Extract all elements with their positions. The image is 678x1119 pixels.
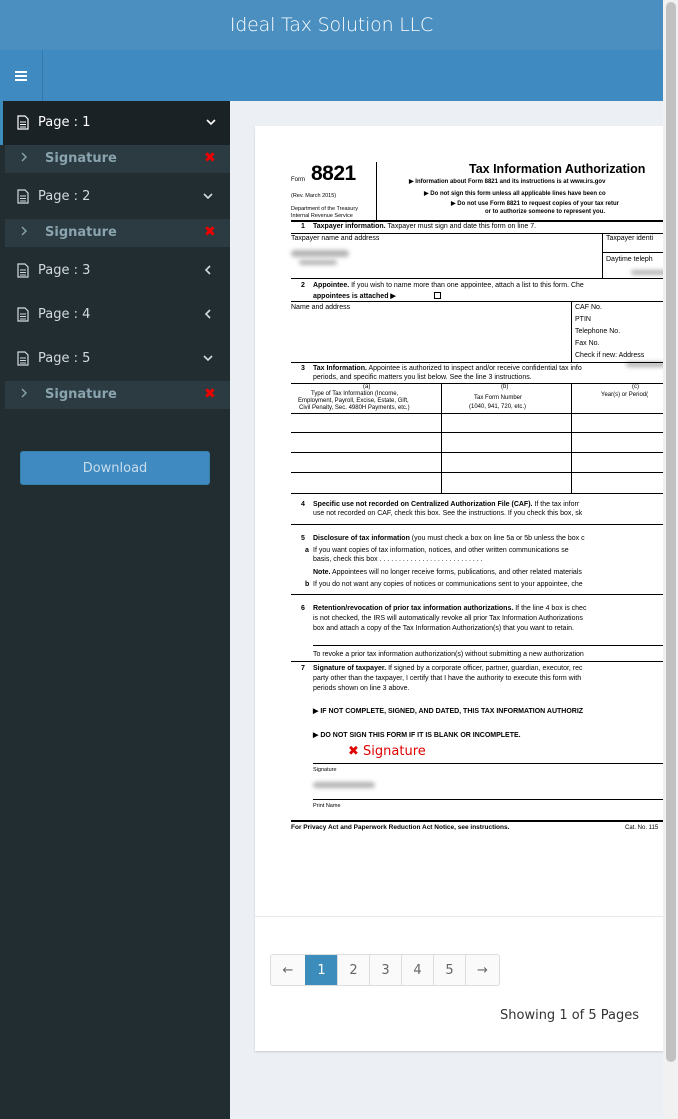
field-label: Signature bbox=[45, 151, 117, 166]
sidebar-item-page-4[interactable] bbox=[0, 293, 230, 337]
fax-label: Fax No. bbox=[575, 340, 600, 347]
info-line-2: ▶ Do not sign this form unless all applicable lines have been co bbox=[424, 191, 606, 197]
field-label: Signature bbox=[45, 225, 117, 240]
taxpayer-name-label: Taxpayer name and address bbox=[291, 235, 380, 242]
line-1-number: 1 bbox=[301, 223, 305, 230]
rule bbox=[291, 594, 675, 595]
dept-line-2: Internal Revenue Service bbox=[291, 213, 353, 219]
sidebar-field-signature-page-2[interactable] bbox=[5, 219, 230, 247]
signature-field-marker[interactable] bbox=[348, 744, 426, 759]
sidebar-item-label: Page : 2 bbox=[38, 189, 91, 204]
line-7-heading: Signature of taxpayer. If signed by a corporate officer, partner, guardian, executor, rec bbox=[313, 665, 583, 672]
close-icon[interactable]: ✖ bbox=[204, 150, 216, 166]
sidebar-field-signature-page-5[interactable] bbox=[5, 381, 230, 409]
chevron-left-icon bbox=[202, 308, 214, 320]
sidebar bbox=[0, 101, 230, 1119]
rule bbox=[291, 472, 675, 473]
chevron-right-icon bbox=[19, 151, 29, 163]
hamburger-icon bbox=[15, 71, 27, 81]
document-viewer bbox=[230, 101, 663, 1119]
card-footer-divider bbox=[255, 916, 675, 917]
sidebar-item-label: Page : 4 bbox=[38, 307, 91, 322]
line-5a-line-2: basis, check this box . . . . . . . . . . . . . . . . . . . . . . . . . . . bbox=[313, 556, 483, 563]
rule bbox=[291, 278, 675, 279]
col-a-line-3: Civil Penalty, Sec. 4980H Payments, etc.) bbox=[299, 405, 410, 411]
chevron-left-icon bbox=[202, 264, 214, 276]
page-button-4[interactable]: 4 bbox=[401, 955, 433, 985]
app-header bbox=[0, 0, 663, 50]
info-line-3: ▶ Do not use Form 8821 to request copies of your tax retur bbox=[451, 201, 619, 207]
page-button-2[interactable]: 2 bbox=[337, 955, 369, 985]
field-label: Signature bbox=[45, 387, 117, 402]
privacy-notice: For Privacy Act and Paperwork Reduction Act Notice, see instructions. bbox=[291, 824, 510, 831]
rule bbox=[291, 413, 675, 414]
close-icon[interactable]: ✖ bbox=[348, 744, 359, 759]
col-c-head: (c) bbox=[632, 384, 639, 390]
line-3-heading: Tax Information. Appointee is authorized to inspect and/or receive confidential tax info bbox=[313, 365, 582, 372]
appointee-name-label: Name and address bbox=[291, 304, 351, 311]
info-line-4: or to authorize someone to represent you. bbox=[485, 209, 606, 215]
line-5a-letter: a bbox=[305, 547, 309, 554]
form-title: Tax Information Authorization bbox=[469, 162, 646, 176]
line-6-line-2: is not checked, the IRS will automatically revoke all prior Tax Information Authorizations bbox=[313, 615, 583, 622]
page-button-1[interactable]: 1 bbox=[305, 955, 337, 985]
line-7-number: 7 bbox=[301, 665, 305, 672]
line-3-number: 3 bbox=[301, 365, 305, 372]
close-icon[interactable]: ✖ bbox=[204, 224, 216, 240]
sidebar-item-page-2[interactable] bbox=[0, 175, 230, 219]
document-page bbox=[255, 126, 675, 916]
line-2-heading: Appointee. If you wish to name more than one appointee, attach a list to this form. Che bbox=[313, 282, 584, 289]
scrollbar-thumb[interactable] bbox=[666, 2, 676, 1062]
rule bbox=[313, 799, 675, 800]
chevron-down-icon bbox=[202, 352, 214, 364]
line-2-attached: appointees is attached ▶ bbox=[313, 293, 396, 300]
line-5-number: 5 bbox=[301, 535, 305, 542]
app-title: Ideal Tax Solution LLC bbox=[229, 14, 434, 36]
page-button-5[interactable]: 5 bbox=[433, 955, 465, 985]
page-status: Showing 1 of 5 Pages bbox=[500, 1008, 640, 1023]
dept-line-1: Department of the Treasury bbox=[291, 206, 358, 212]
chevron-down-icon bbox=[205, 116, 217, 128]
col-b-head: (b) bbox=[501, 384, 509, 390]
chevron-right-icon bbox=[19, 387, 29, 399]
rule bbox=[313, 763, 675, 764]
line-4-heading: Specific use not recorded on Centralized Authorization File (CAF). If the tax inforr bbox=[313, 501, 580, 508]
print-name-label: Print Name bbox=[313, 803, 341, 809]
sidebar-item-page-3[interactable] bbox=[0, 249, 230, 293]
sidebar-field-signature-page-1[interactable] bbox=[5, 145, 230, 173]
close-icon[interactable]: ✖ bbox=[204, 386, 216, 402]
signature-field-label: Signature bbox=[363, 744, 426, 759]
rule bbox=[291, 524, 675, 525]
rule bbox=[291, 820, 675, 822]
taxpayer-id-label: Taxpayer identi bbox=[606, 235, 654, 242]
rule bbox=[313, 645, 675, 646]
info-line-1: ▶ Information about Form 8821 and its instructions is at www.irs.gov bbox=[409, 179, 606, 185]
line-7-line-3: periods shown on line 3 above. bbox=[313, 685, 410, 692]
line-5b-letter: b bbox=[305, 581, 310, 588]
signature-line-label: Signature bbox=[313, 767, 337, 773]
line-1-heading: Taxpayer information. Taxpayer must sign and date this form on line 7. bbox=[313, 223, 537, 230]
check-if-new-label: Check if new: Address bbox=[575, 352, 645, 359]
form-word: Form bbox=[291, 177, 305, 183]
chevron-right-icon bbox=[19, 225, 29, 237]
line-6-line-3: box and attach a copy of the Tax Information Authorization(s) that you want to retain. bbox=[313, 625, 574, 632]
redacted-name bbox=[291, 250, 349, 257]
toolbar bbox=[0, 50, 663, 101]
sidebar-item-page-5[interactable] bbox=[0, 337, 230, 381]
document-card bbox=[255, 126, 675, 1051]
page-button-3[interactable]: 3 bbox=[369, 955, 401, 985]
col-a-line-1: Type of Tax Information (Income, bbox=[311, 391, 399, 397]
line-5-note: Note. Appointees will no longer receive forms, publications, and other related materials bbox=[313, 569, 582, 576]
rule bbox=[291, 362, 675, 363]
rule bbox=[291, 233, 675, 234]
warning-line-2: ▶ DO NOT SIGN THIS FORM IF IT IS BLANK OR INCOMPLETE. bbox=[313, 732, 521, 739]
col-b-line-1: Tax Form Number bbox=[474, 395, 523, 401]
rule bbox=[291, 661, 675, 662]
vertical-scrollbar[interactable] bbox=[663, 0, 678, 1119]
warning-line-1: ▶ IF NOT COMPLETE, SIGNED, AND DATED, THIS TAX INFORMATION AUTHORIZ bbox=[313, 708, 584, 715]
file-text-icon bbox=[17, 307, 29, 322]
line-6-revoke: To revoke a prior tax information authorization(s) without submitting a new authorization bbox=[313, 651, 584, 658]
prev-page-button[interactable]: ← bbox=[282, 962, 294, 978]
header-divider bbox=[376, 162, 377, 220]
rule bbox=[291, 432, 675, 433]
pagination bbox=[270, 954, 500, 986]
rule bbox=[291, 301, 675, 302]
caf-label: CAF No. bbox=[575, 304, 602, 311]
line-5-heading: Disclosure of tax information (you must check a box on line 5a or 5b unless the box c bbox=[313, 535, 585, 542]
form-number: 8821 bbox=[311, 162, 356, 185]
rule bbox=[571, 301, 572, 362]
line-4-number: 4 bbox=[301, 501, 305, 508]
rule bbox=[291, 452, 675, 453]
file-text-icon bbox=[17, 189, 29, 204]
line-2-number: 2 bbox=[301, 282, 305, 289]
line-4-line-2: use not recorded on CAF, check this box. See the instructions. If you check this box, sk bbox=[313, 510, 583, 517]
next-page-button[interactable]: → bbox=[465, 955, 499, 985]
sidebar-item-page-1[interactable] bbox=[0, 101, 230, 145]
redacted-signature-name bbox=[313, 782, 375, 788]
line-5b-text: If you do not want any copies of notices or communications sent to your appointee, che bbox=[313, 581, 583, 588]
download-button[interactable]: Download bbox=[20, 451, 210, 485]
line-3-line-2: periods, and specific matters you list below. See the line 3 instructions. bbox=[313, 374, 532, 381]
redacted-address bbox=[299, 260, 337, 265]
toolbar-divider bbox=[42, 50, 43, 101]
col-a-head: (a) bbox=[363, 384, 371, 390]
ptin-label: PTIN bbox=[575, 316, 591, 323]
line-5a-text: If you want copies of tax information, notices, and other written communications se bbox=[313, 547, 569, 554]
file-text-icon bbox=[17, 263, 29, 278]
line-7-line-2: party other than the taxpayer, I certify that I have the authority to execute this form with bbox=[313, 675, 582, 682]
rule bbox=[602, 233, 603, 278]
form-revision: (Rev. March 2015) bbox=[291, 193, 337, 199]
col-c-line-1: Year(s) or Period( bbox=[601, 392, 649, 398]
menu-toggle-button[interactable] bbox=[0, 50, 42, 101]
rule bbox=[291, 383, 675, 384]
rule bbox=[571, 383, 572, 493]
rule bbox=[291, 493, 675, 494]
chevron-down-icon bbox=[202, 190, 214, 202]
sidebar-item-label: Page : 3 bbox=[38, 263, 91, 278]
file-text-icon bbox=[17, 115, 29, 130]
sidebar-item-label: Page : 5 bbox=[38, 351, 91, 366]
col-a-line-2: Employment, Payroll, Excise, Estate, Gift, bbox=[298, 398, 409, 404]
attached-checkbox[interactable] bbox=[434, 292, 441, 299]
line-6-number: 6 bbox=[301, 605, 305, 612]
rule bbox=[441, 383, 442, 493]
daytime-phone-label: Daytime teleph bbox=[606, 256, 653, 263]
rule bbox=[291, 220, 675, 222]
catalog-number: Cat. No. 115 bbox=[625, 825, 659, 831]
telephone-label: Telephone No. bbox=[575, 328, 621, 335]
col-b-line-2: (1040, 941, 720, etc.) bbox=[469, 404, 527, 410]
line-6-heading: Retention/revocation of prior tax information authorizations. If the line 4 box is chec bbox=[313, 605, 587, 612]
sidebar-item-label: Page : 1 bbox=[38, 115, 91, 130]
file-text-icon bbox=[17, 351, 29, 366]
